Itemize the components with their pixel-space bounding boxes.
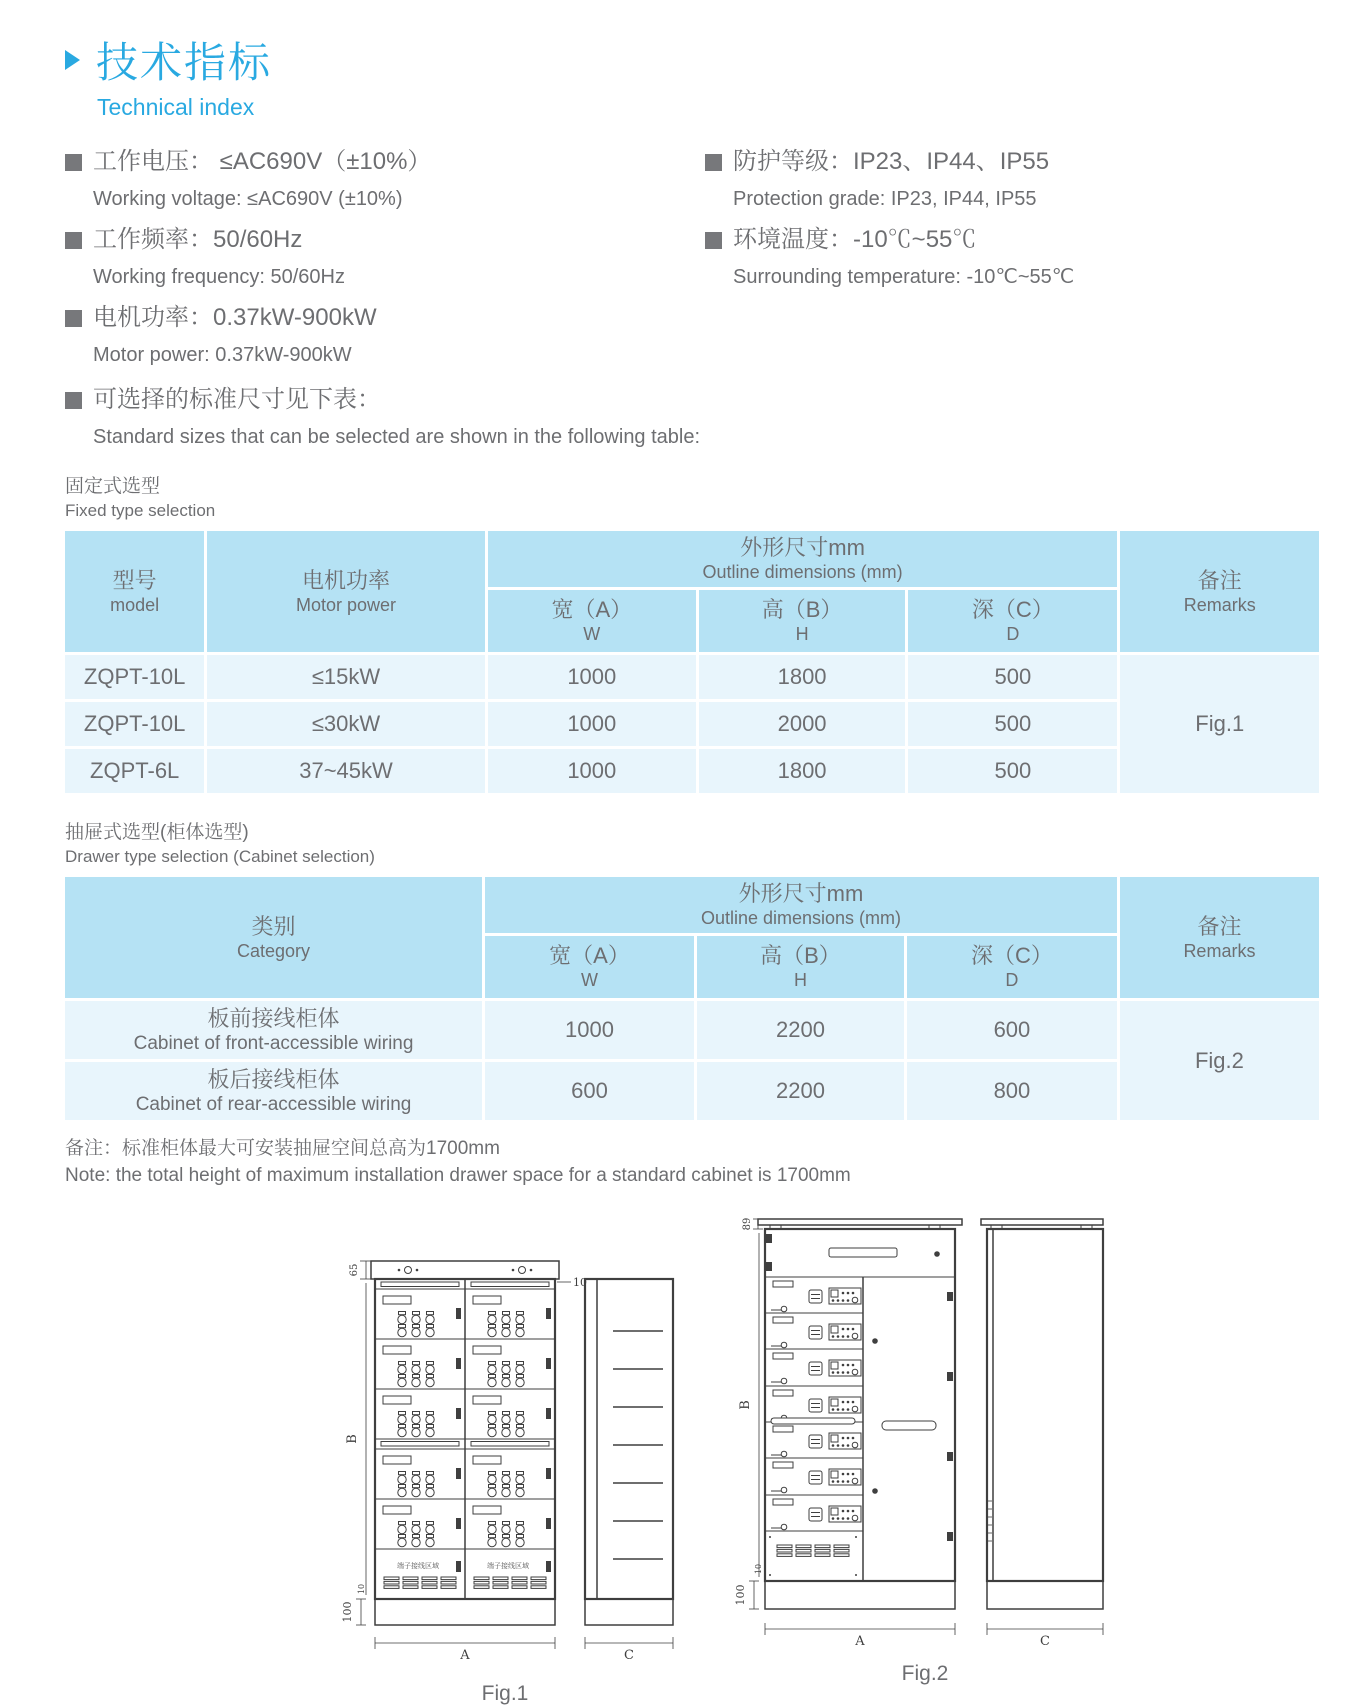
spec-table-intro <box>65 385 1322 450</box>
specs-section <box>65 147 1322 381</box>
fig1-terminal-area-label: 端子接线区域 <box>397 1562 439 1570</box>
bullet-square-icon <box>65 154 82 171</box>
fig1-terminal-area-label: 端子接线区域 <box>487 1562 529 1570</box>
spec-motor-power <box>65 303 705 368</box>
fig1-front-view <box>371 1261 559 1625</box>
fig2-side-view <box>981 1219 1103 1609</box>
fig2-caption: Fig.2 <box>901 1662 949 1685</box>
t2-header-width: 宽（A） W <box>485 936 694 998</box>
fixed-table-label-en: Fixed type selection <box>65 501 216 520</box>
spec-cn-text: 环境温度：-10℃~55℃ <box>733 226 977 253</box>
fig2-dimensions <box>734 1218 1103 1649</box>
spec-en-text: Working voltage: ≤AC690V (±10%) <box>93 188 403 210</box>
table-note-en: Note: the total height of maximum installation drawer space for a standard cabinet is 1700mm <box>65 1165 851 1186</box>
t1-cell-h: 2000 <box>699 702 905 746</box>
fig1-dim-B: B <box>345 1434 360 1444</box>
spec-cn-text: 电机功率：0.37kW-900kW <box>93 304 377 331</box>
fig1-dim-10-top-right: 10 <box>573 1276 587 1289</box>
fig1-block <box>330 1241 680 1706</box>
t1-cell-power: ≤30kW <box>207 702 484 746</box>
t1-cell-d: 500 <box>908 655 1117 699</box>
t1-cell-w: 1000 <box>488 655 696 699</box>
t2-cell-w: 1000 <box>485 1001 694 1059</box>
t1-cell-remarks: Fig.1 <box>1120 655 1319 793</box>
spec-cn-text: 防护等级：IP23、IP44、IP55 <box>733 148 1050 175</box>
spec-surrounding-temperature <box>705 225 1074 290</box>
fig1-caption: Fig.1 <box>481 1682 529 1705</box>
t1-cell-w: 1000 <box>488 749 696 793</box>
fig2-block <box>725 1199 1125 1686</box>
t2-header-depth: 深（C） D <box>907 936 1117 998</box>
specs-left-column <box>65 147 705 381</box>
specs-right-column <box>705 147 1074 381</box>
drawer-table-label <box>65 820 1322 868</box>
fig1-side-view <box>585 1279 673 1625</box>
fig2-dim-100: 100 <box>734 1584 747 1606</box>
t1-cell-model: ZQPT-10L <box>65 655 204 699</box>
t2-cell-category: 板后接线柜体 Cabinet of rear-accessible wiring <box>65 1062 482 1120</box>
fixed-table-label <box>65 474 1322 522</box>
t1-cell-power: 37~45kW <box>207 749 484 793</box>
bullet-square-icon <box>705 232 722 249</box>
fig1-dim-65: 65 <box>349 1263 360 1277</box>
spec-en-text: Protection grade: IP23, IP44, IP55 <box>733 188 1037 210</box>
t1-header-dimensions: 外形尺寸mm Outline dimensions (mm) <box>488 531 1118 587</box>
bullet-square-icon <box>65 310 82 327</box>
table-note <box>65 1135 1322 1189</box>
fig2-drawing <box>725 1199 1125 1651</box>
t1-header-power: 电机功率 Motor power <box>207 531 484 652</box>
t1-header-model: 型号 model <box>65 531 204 652</box>
fixed-type-table <box>62 528 1322 796</box>
t1-header-depth: 深（C） D <box>908 590 1117 652</box>
fig1-drawing <box>330 1241 680 1671</box>
t1-header-remarks: 备注 Remarks <box>1120 531 1319 652</box>
drawer-type-table <box>62 874 1322 1123</box>
t2-header-remarks: 备注 Remarks <box>1120 877 1319 998</box>
spec-en-text: Surrounding temperature: -10℃~55℃ <box>733 266 1075 288</box>
t1-cell-h: 1800 <box>699 749 905 793</box>
t2-cell-remarks: Fig.2 <box>1120 1001 1319 1120</box>
t2-header-category: 类别 Category <box>65 877 482 998</box>
bullet-square-icon <box>705 154 722 171</box>
t1-header-height: 高（B） H <box>699 590 905 652</box>
t2-header-height: 高（B） H <box>697 936 904 998</box>
title-arrow-icon <box>65 50 80 70</box>
spec-cn-text: 工作电压： ≤AC690V（±10%） <box>93 148 432 175</box>
fig1-dim-100: 100 <box>341 1601 354 1623</box>
fig1-dim-C: C <box>624 1648 634 1663</box>
drawer-table-label-en: Drawer type selection (Cabinet selection) <box>65 847 375 866</box>
spec-working-frequency <box>65 225 705 290</box>
fig2-dim-B: B <box>738 1400 753 1410</box>
spec-working-voltage <box>65 147 705 212</box>
t1-cell-d: 500 <box>908 749 1117 793</box>
spec-cn-text: 可选择的标准尺寸见下表： <box>93 386 381 413</box>
spec-cn-text: 工作频率：50/60Hz <box>93 226 303 253</box>
fig2-dim-C: C <box>1040 1634 1050 1649</box>
t2-cell-h: 2200 <box>697 1062 904 1120</box>
fig1-dim-A: A <box>460 1648 470 1663</box>
fig1-dimensions <box>341 1261 673 1663</box>
t1-cell-d: 500 <box>908 702 1117 746</box>
drawer-table-label-cn: 抽屉式选型(柜体选型) <box>65 822 249 843</box>
page-title: 技术指标 <box>96 39 273 86</box>
page-subtitle: Technical index <box>97 94 255 120</box>
spec-protection-grade <box>705 147 1074 212</box>
bullet-square-icon <box>65 392 82 409</box>
fig1-dim-10-left: 10 <box>357 1583 366 1595</box>
t1-cell-h: 1800 <box>699 655 905 699</box>
fig2-front-view <box>758 1219 962 1609</box>
title-row <box>65 30 1322 90</box>
t1-cell-power: ≤15kW <box>207 655 484 699</box>
t1-header-width: 宽（A） W <box>488 590 696 652</box>
spec-en-text: Working frequency: 50/60Hz <box>93 266 345 288</box>
fig2-dim-89: 89 <box>742 1217 753 1231</box>
table-note-cn: 备注：标准柜体最大可安装抽屉空间总高为1700mm <box>65 1138 500 1159</box>
spec-en-text: Motor power: 0.37kW-900kW <box>93 344 352 366</box>
fixed-table-label-cn: 固定式选型 <box>65 476 161 497</box>
t2-cell-d: 600 <box>907 1001 1117 1059</box>
t2-cell-d: 800 <box>907 1062 1117 1120</box>
spec-en-text: Standard sizes that can be selected are shown in the following table: <box>93 426 701 448</box>
t1-cell-model: ZQPT-6L <box>65 749 204 793</box>
t2-cell-w: 600 <box>485 1062 694 1120</box>
t1-cell-model: ZQPT-10L <box>65 702 204 746</box>
t2-header-dimensions: 外形尺寸mm Outline dimensions (mm) <box>485 877 1117 933</box>
fig2-dim-A: A <box>855 1634 865 1649</box>
t1-cell-w: 1000 <box>488 702 696 746</box>
fig2-dim-10: 10 <box>754 1563 763 1575</box>
t2-cell-category: 板前接线柜体 Cabinet of front-accessible wiring <box>65 1001 482 1059</box>
t2-cell-h: 2200 <box>697 1001 904 1059</box>
figures-section <box>330 1199 1322 1706</box>
bullet-square-icon <box>65 232 82 249</box>
